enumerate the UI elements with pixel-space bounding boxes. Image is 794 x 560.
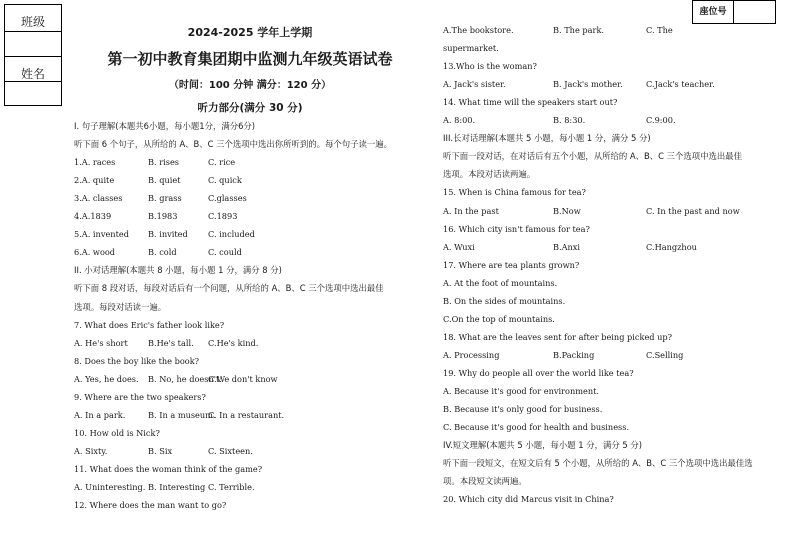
answer-option: B. Interesting — [148, 482, 206, 492]
answer-option: B. quiet — [148, 175, 181, 186]
question-text: 11. What does the woman think of the game? — [74, 463, 263, 474]
answer-option: 1.A. races — [74, 157, 116, 168]
question-text: 18. What are the leaves sent for after being picked up? — [443, 331, 673, 342]
question-text: 14. What time will the speakers start out? — [443, 97, 618, 108]
section-instruction: II. 小对话理解(本题共 8 小题，每小题 1 分，满分 8 分) — [74, 265, 282, 276]
answer-option: B. The park. — [553, 25, 605, 35]
answer-option: C. In the past and now — [646, 205, 740, 216]
answer-option: B.Now — [553, 205, 581, 216]
answer-option: C.1893 — [208, 211, 238, 222]
answer-option: C.He's kind. — [208, 337, 259, 348]
answer-option: A. Jack's sister. — [443, 79, 506, 90]
question-text: C.On the top of mountains. — [443, 313, 555, 324]
question-text: 16. Which city isn't famous for tea? — [443, 223, 590, 234]
answer-option: B. grass — [148, 193, 182, 204]
answer-option: C. In a restaurant. — [208, 409, 285, 420]
answer-option: B. cold — [148, 247, 177, 258]
section-instruction: III.长对话理解(本题共 5 小题，每小题 1 分，满分 5 分) — [443, 133, 651, 144]
section-instruction: I. 句子理解(本题共6小题，每小题1分，满分6分) — [74, 121, 256, 131]
section-instruction: 选项。本段对话读两遍。 — [443, 169, 536, 180]
answer-option: C.We don't know — [208, 373, 278, 384]
answer-option: A. Uninteresting. — [74, 482, 146, 492]
section-instruction: 听下面 8 段对话，每段对话后有一个问题，从所给的 A、B、C 三个选项中选出最佳 — [74, 283, 384, 294]
answer-option: C.Selling — [646, 349, 684, 360]
question-text: 17. Where are tea plants grown? — [443, 259, 580, 270]
question-text: A. Because it's good for environment. — [443, 386, 600, 396]
exam-info: （时间：100 分钟 满分：120 分） — [168, 80, 332, 91]
answer-option: B. Six — [148, 445, 173, 456]
answer-option: A. Processing — [443, 349, 500, 360]
class-label: 班级 — [20, 15, 45, 29]
answer-option: A. In the past — [443, 205, 499, 216]
answer-option: A. He's short — [74, 337, 128, 348]
answer-option: B.Packing — [553, 349, 595, 360]
section-instruction: 选项。每段对话读一遍。 — [74, 301, 167, 312]
answer-option: C.glasses — [208, 193, 247, 204]
section-instruction: 项。本段短文读两遍。 — [443, 476, 527, 487]
answer-option: A. Yes, he does. — [74, 373, 139, 384]
answer-option: A. Wuxi — [443, 241, 475, 252]
question-text: 12. Where does the man want to go? — [74, 500, 227, 511]
name-box — [4, 56, 62, 106]
answer-option: 3.A. classes — [74, 193, 123, 204]
class-box — [4, 4, 62, 58]
answer-option: C. Terrible. — [208, 482, 255, 492]
question-text: B. On the sides of mountains. — [443, 295, 566, 306]
question-text: 15. When is China famous for tea? — [443, 187, 586, 198]
answer-option: 4.A.1839 — [74, 211, 112, 222]
answer-option: C.Jack's teacher. — [646, 79, 715, 90]
section-instruction: 听下面 6 个句子，从所给的 A、B、C 三个选项中选出你所听到的。每个句子读一遍。 — [74, 139, 393, 150]
answer-option: C. Sixteen. — [208, 445, 253, 456]
answer-option: 2.A. quite — [74, 175, 115, 186]
answer-option: B. No, he doesn't. — [148, 373, 222, 384]
answer-option: C.Hangzhou — [646, 241, 697, 252]
section-instruction: IV.短文理解(本题共 5 小题，每小题 1 分，满分 5 分) — [443, 440, 643, 451]
seat-number-box — [692, 0, 776, 24]
answer-option: B. In a museum. — [148, 409, 216, 420]
answer-option: 6.A. wood — [74, 247, 116, 258]
answer-option: A. 8:00. — [443, 115, 476, 126]
answer-option: B. rises — [148, 157, 180, 168]
answer-option: C. quick — [208, 175, 242, 186]
answer-option: B. invited — [148, 229, 188, 240]
name-label: 姓名 — [20, 67, 45, 81]
exam-title: 第一初中教育集团期中监测九年级英语试卷 — [107, 50, 393, 68]
answer-option: B. 8:30. — [553, 115, 586, 126]
answer-option: C. included — [208, 229, 255, 240]
answer-option: 5.A. invented — [74, 229, 129, 240]
question-text: 20. Which city did Marcus visit in China? — [443, 494, 614, 505]
answer-option: C. rice — [208, 157, 236, 168]
listening-part-title: 听力部分(满分 30 分) — [197, 102, 303, 114]
question-text: supermarket. — [443, 43, 499, 54]
answer-option: A.The bookstore. — [443, 25, 514, 35]
question-text: 13.Who is the woman? — [443, 61, 537, 72]
question-text: B. Because it's only good for business. — [443, 404, 603, 415]
answer-option: C.9:00. — [646, 115, 676, 126]
question-text: C. Because it's good for health and business. — [443, 422, 630, 433]
answer-option: A. In a park. — [74, 409, 126, 420]
seat-number-label: 座位号 — [693, 1, 734, 23]
class-divider — [5, 31, 61, 32]
question-text: 10. How old is Nick? — [74, 427, 160, 438]
answer-option: A. Sixty. — [74, 445, 108, 456]
exam-term: 2024-2025 学年上学期 — [187, 26, 313, 39]
answer-option: C. could — [208, 247, 242, 258]
section-instruction: 听下面一段短文，在短文后有 5 个小题，从所给的 A、B、C 三个选项中选出最佳选 — [443, 458, 753, 469]
answer-option: B.1983 — [148, 211, 178, 222]
question-text: 9. Where are the two speakers? — [74, 391, 206, 402]
answer-option: B.Anxi — [553, 241, 581, 252]
question-text: 19. Why do people all over the world like tea? — [443, 367, 634, 378]
answer-option: B.He's tall. — [148, 337, 194, 348]
section-instruction: 听下面一段对话，在对话后有五个小题，从所给的 A、B、C 三个选项中选出最佳 — [443, 151, 743, 162]
answer-option: B. Jack's mother. — [553, 79, 623, 90]
name-divider — [5, 81, 61, 82]
question-text: A. At the foot of mountains. — [443, 277, 558, 288]
question-text: 8. Does the boy like the book? — [74, 355, 200, 366]
question-text: 7. What does Eric's father look like? — [74, 319, 225, 330]
answer-option: C. The — [646, 25, 673, 35]
